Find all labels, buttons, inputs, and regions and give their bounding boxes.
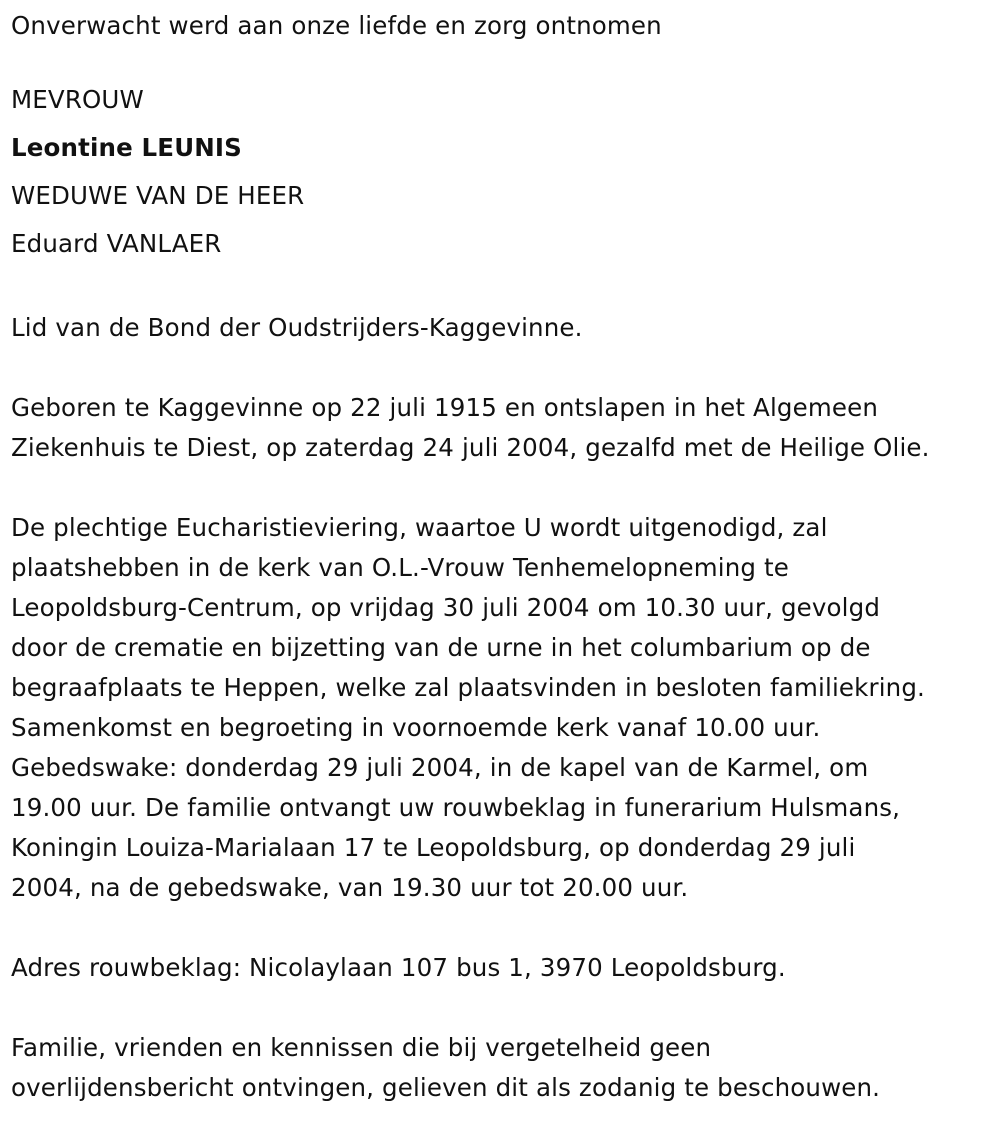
spacer: [11, 268, 991, 308]
spouse-name: Eduard VANLAER: [11, 229, 222, 258]
paragraph-line: 19.00 uur. De familie ontvangt uw rouwbeklag in funerarium Hulsmans,: [11, 793, 901, 822]
paragraph-line: De plechtige Eucharistieviering, waartoe U wordt uitgenodigd, zal: [11, 513, 828, 542]
spacer: [11, 468, 991, 508]
spacer: [11, 988, 991, 1028]
paragraph-line: door de crematie en bijzetting van de urne in het columbarium op de: [11, 633, 871, 662]
obituary-notice: [11, 6, 991, 1108]
spacer: [11, 348, 991, 388]
spacer: [11, 908, 991, 948]
paragraph-line: begraafplaats te Heppen, welke zal plaatsvinden in besloten familiekring.: [11, 673, 925, 702]
membership-line: Lid van de Bond der Oudstrijders-Kaggevinne.: [11, 313, 583, 342]
paragraph-line: Geboren te Kaggevinne op 22 juli 1915 en ontslapen in het Algemeen: [11, 393, 878, 422]
paragraph-line: Koningin Louiza-Marialaan 17 te Leopoldsburg, op donderdag 29 juli: [11, 833, 856, 862]
intro-line: Onverwacht werd aan onze liefde en zorg ontnomen: [11, 11, 662, 40]
deceased-name: Leontine LEUNIS: [11, 133, 242, 162]
spacer: [11, 46, 991, 76]
deceased-name-block: [11, 76, 991, 268]
paragraph-line: Gebedswake: donderdag 29 juli 2004, in de kapel van de Karmel, om: [11, 753, 869, 782]
ceremony-paragraph: [11, 508, 991, 908]
paragraph-line: Samenkomst en begroeting in voornoemde kerk vanaf 10.00 uur.: [11, 713, 821, 742]
relation-line: WEDUWE VAN DE HEER: [11, 181, 305, 210]
closing-paragraph: [11, 1028, 991, 1108]
honorific: MEVROUW: [11, 85, 144, 114]
paragraph-line: plaatshebben in de kerk van O.L.-Vrouw Tenhemelopneming te: [11, 553, 790, 582]
paragraph-line: Ziekenhuis te Diest, op zaterdag 24 juli 2004, gezalfd met de Heilige Olie.: [11, 433, 930, 462]
paragraph-line: Leopoldsburg-Centrum, op vrijdag 30 juli 2004 om 10.30 uur, gevolgd: [11, 593, 881, 622]
paragraph-line: 2004, na de gebedswake, van 19.30 uur tot 20.00 uur.: [11, 873, 689, 902]
birth-death-paragraph: [11, 388, 991, 468]
paragraph-line: overlijdensbericht ontvingen, gelieven dit als zodanig te beschouwen.: [11, 1073, 881, 1102]
paragraph-line: Familie, vrienden en kennissen die bij vergetelheid geen: [11, 1033, 712, 1062]
condolence-address: Adres rouwbeklag: Nicolaylaan 107 bus 1, 3970 Leopoldsburg.: [11, 953, 786, 982]
